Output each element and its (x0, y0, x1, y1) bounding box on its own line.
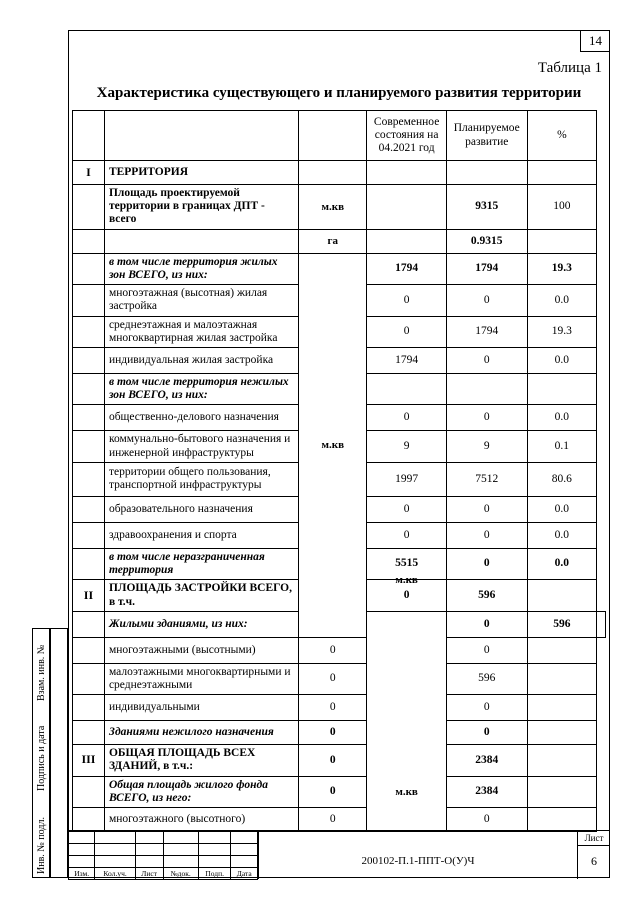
table-row (73, 808, 606, 832)
stamp-col: Лист (135, 868, 163, 880)
table-title: Характеристика существующего и планируемого развития территории (96, 85, 582, 101)
row-label: малоэтажными многоквартирными и среднеэтажными (104, 663, 298, 694)
row-planned: 2384 (446, 776, 527, 807)
row-label: в том числе неразграниченная территория (104, 548, 298, 579)
revision-header-row (69, 868, 258, 880)
row-label: индивидуальными (104, 695, 298, 721)
row-label: среднеэтажная и малоэтажная многоквартирная жилая застройка (104, 316, 298, 347)
row-current: 0 (299, 721, 367, 745)
section-title: ТЕРРИТОРИЯ (104, 161, 298, 185)
row-label: Общая площадь жилого фонда ВСЕГО, из него: (104, 776, 298, 807)
row-percent: 100 (527, 185, 596, 230)
page-number: 14 (580, 30, 610, 52)
row-current: 1794 (367, 253, 446, 284)
row-current: 0 (367, 405, 446, 431)
row-label: коммунально-бытового назначения и инженерной инфраструктуры (104, 431, 298, 462)
row-unit: м.кв (299, 253, 367, 637)
row-current: 0 (367, 285, 446, 316)
row-planned: 1794 (446, 253, 527, 284)
header-name (104, 111, 298, 161)
row-label: многоэтажными (высотными) (104, 637, 298, 663)
section-number: III (73, 745, 105, 776)
document-code: 200102-П.1-ППТ-О(У)Ч (258, 831, 578, 879)
row-planned: 596 (446, 663, 527, 694)
inv-podl-label: Инв. № подл. (36, 817, 47, 874)
row-planned: 0 (446, 695, 527, 721)
row-percent: 0.0 (527, 496, 596, 522)
row-current: 0 (299, 695, 367, 721)
characteristics-table (72, 110, 606, 832)
row-planned: 596 (446, 580, 527, 611)
row-planned: 0 (446, 522, 527, 548)
row-current: 0 (299, 663, 367, 694)
row-percent: 0.0 (527, 405, 596, 431)
row-label: Жилыми зданиями, из них: (104, 611, 298, 637)
row-label: образовательного назначения (104, 496, 298, 522)
table-row (73, 721, 606, 745)
table-header-row (73, 111, 606, 161)
unit-label: м.кв (395, 573, 418, 586)
section-number: II (73, 580, 105, 611)
row-planned: 596 (527, 611, 596, 637)
row-percent: 0.0 (527, 548, 596, 579)
row-planned: 0 (446, 405, 527, 431)
signature-date-label: Подпись и дата (36, 725, 47, 791)
row-current: 1794 (367, 347, 446, 373)
section-number: I (73, 161, 105, 185)
row-unit (367, 573, 446, 831)
row-percent: 80.6 (527, 462, 596, 496)
side-stamp (32, 628, 68, 878)
row-unit: м.кв (299, 185, 367, 230)
table-row (73, 745, 606, 776)
row-unit: га (299, 229, 367, 253)
stamp-col: №док. (163, 868, 198, 880)
sheet-label: Лист (578, 831, 610, 846)
row-current: 9 (367, 431, 446, 462)
row-current: 0 (367, 496, 446, 522)
row-planned: 9315 (446, 185, 527, 230)
row-planned: 7512 (446, 462, 527, 496)
row-label: здравоохранения и спорта (104, 522, 298, 548)
row-current: 0 (446, 611, 527, 637)
row-current: 1997 (367, 462, 446, 496)
inv-vzam-label: Взам. инв. № (36, 644, 47, 701)
row-current: 0 (299, 745, 367, 776)
row-percent: 0.0 (527, 347, 596, 373)
row-percent: 0.1 (527, 431, 596, 462)
row-current: 0 (299, 776, 367, 807)
side-col-labels (32, 628, 50, 878)
row-label: в том числе территория нежилых зон ВСЕГО, из них: (104, 373, 298, 404)
row-planned: 0.9315 (446, 229, 527, 253)
stamp-col: Дата (231, 868, 258, 880)
row-label: Зданиями нежилого назначения (104, 721, 298, 745)
stamp-col: Подп. (198, 868, 231, 880)
row-label: общественно-делового назначения (104, 405, 298, 431)
row-planned: 0 (446, 637, 527, 663)
row-planned: 0 (446, 548, 527, 579)
stamp-col: Изм. (69, 868, 95, 880)
row-percent: 19.3 (527, 316, 596, 347)
row-planned: 2384 (446, 745, 527, 776)
row-current: 0 (299, 637, 367, 663)
row-planned: 0 (446, 808, 527, 832)
table-row (73, 695, 606, 721)
header-current: Современное состояния на 04.2021 год (367, 111, 446, 161)
row-label: индивидуальная жилая застройка (104, 347, 298, 373)
stamp-col: Кол.уч. (95, 868, 135, 880)
row-planned: 1794 (446, 316, 527, 347)
row-label: Площадь проектируемой территории в границах ДПТ - всего (104, 185, 298, 230)
table-label: Таблица 1 (537, 60, 602, 76)
row-percent: 19.3 (527, 253, 596, 284)
sheet-box (578, 831, 610, 879)
table-row (73, 776, 606, 807)
header-percent: % (527, 111, 596, 161)
row-current: 0 (299, 808, 367, 832)
sheet-number: 6 (591, 854, 597, 868)
table-row (73, 185, 606, 230)
row-percent: 0.0 (527, 285, 596, 316)
row-planned: 0 (446, 721, 527, 745)
header-num (73, 111, 105, 161)
row-current: 5515 (367, 548, 446, 579)
row-current: 0 (367, 316, 446, 347)
row-current: 0 (367, 580, 446, 611)
row-label: территории общего пользования, транспортной инфраструктуры (104, 462, 298, 496)
title-block (68, 830, 610, 878)
table-row (73, 637, 606, 663)
section-title: ПЛОЩАДЬ ЗАСТРОЙКИ ВСЕГО, в т.ч. (104, 580, 298, 611)
header-unit (299, 111, 367, 161)
unit-label: м.кв (395, 786, 418, 799)
row-planned: 0 (446, 496, 527, 522)
table-row (73, 253, 606, 284)
table-row (73, 161, 606, 185)
row-current: 0 (367, 522, 446, 548)
table-row (73, 663, 606, 694)
row-label: в том числе территория жилых зон ВСЕГО, из них: (104, 253, 298, 284)
row-label: многоэтажная (высотная) жилая застройка (104, 285, 298, 316)
row-planned: 0 (446, 285, 527, 316)
revision-grid (68, 831, 258, 880)
row-label: многоэтажного (высотного) (104, 808, 298, 832)
section-title: ОБЩАЯ ПЛОЩАДЬ ВСЕХ ЗДАНИЙ, в т.ч.: (104, 745, 298, 776)
row-planned: 9 (446, 431, 527, 462)
row-planned: 0 (446, 347, 527, 373)
header-planned: Планируемое развитие (446, 111, 527, 161)
side-col-values (50, 628, 68, 878)
row-percent: 0.0 (527, 522, 596, 548)
table-row (73, 229, 606, 253)
